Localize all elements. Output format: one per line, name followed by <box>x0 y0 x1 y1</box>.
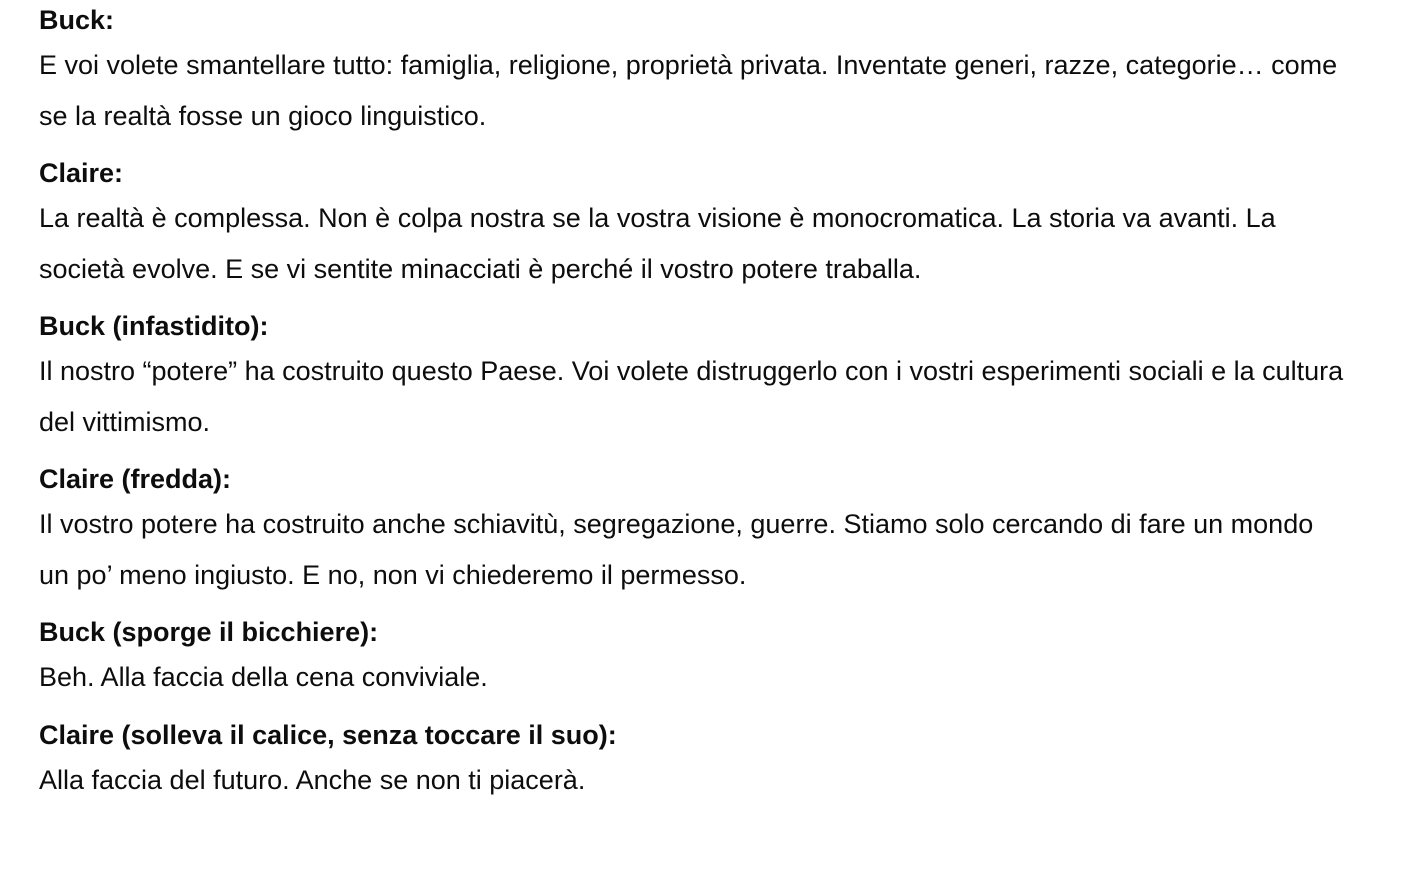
dialogue-line: Il nostro “potere” ha costruito questo Paese. Voi volete distruggerlo con i vostri esperimenti sociali e la cultura del vittimismo. <box>39 356 1344 437</box>
dialogue-entry <box>39 715 1344 806</box>
dialogue-line: Alla faccia del futuro. Anche se non ti piacerà. <box>39 764 586 795</box>
dialogue-entry <box>39 612 1344 703</box>
dialogue-entry <box>39 459 1344 600</box>
speaker-name: Buck (sporge il bicchiere): <box>39 617 379 647</box>
dialogue-line: La realtà è complessa. Non è colpa nostra se la vostra visione è monocromatica. La storia va avanti. La società evolve. E se vi sentite minacciati è perché il vostro potere traballa. <box>39 203 1276 284</box>
dialogue-line: E voi volete smantellare tutto: famiglia, religione, proprietà privata. Inventate generi, razze, categorie… come se la realtà fosse un gioco linguistico. <box>39 50 1338 131</box>
speaker-name: Claire: <box>39 158 124 188</box>
dialogue-entry <box>39 0 1344 141</box>
dialogue-entry <box>39 153 1344 294</box>
speaker-name: Claire (solleva il calice, senza toccare il suo): <box>39 719 617 750</box>
dialogue-entry <box>39 306 1344 447</box>
dialogue-line: Beh. Alla faccia della cena conviviale. <box>39 662 488 692</box>
speaker-name: Buck (infastidito): <box>39 311 269 341</box>
dialogue-line: Il vostro potere ha costruito anche schiavitù, segregazione, guerre. Stiamo solo cercando di fare un mondo un po’ meno ingiusto. E no, non vi chiederemo il permesso. <box>39 509 1314 590</box>
speaker-name: Claire (fredda): <box>39 464 232 494</box>
speaker-name: Buck: <box>39 5 115 35</box>
